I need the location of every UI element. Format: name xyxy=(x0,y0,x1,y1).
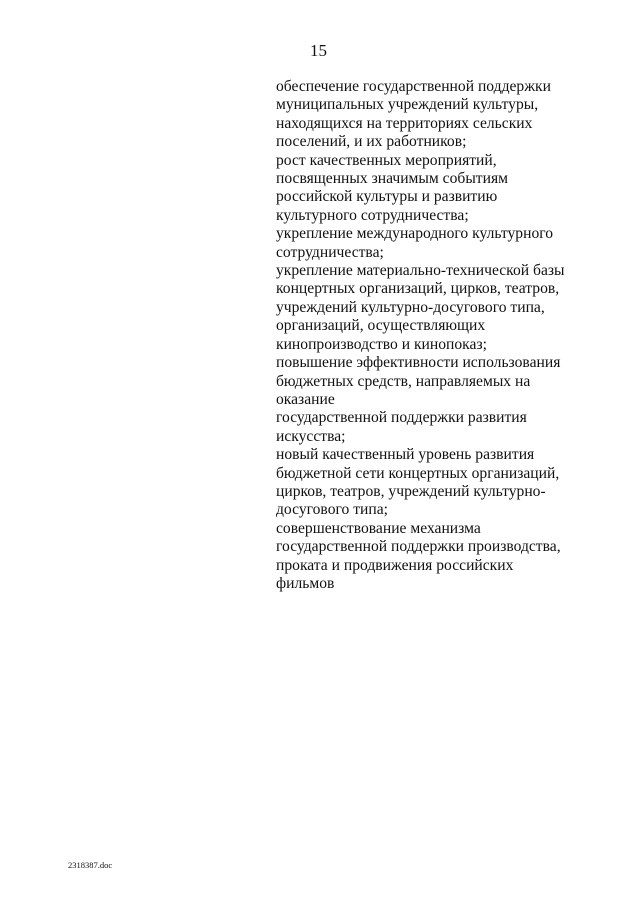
text-line: российской культуры и развитию xyxy=(276,188,498,206)
text-line: совершенствование механизма xyxy=(276,519,481,537)
text-line: бюджетной сети концертных организаций, xyxy=(276,464,560,482)
text-line: находящихся на территориях сельских xyxy=(276,114,533,132)
page-number: 15 xyxy=(310,41,327,60)
text-line: рост качественных мероприятий, xyxy=(276,151,497,169)
text-line: государственной поддержки развития xyxy=(276,409,527,427)
text-line: государственной поддержки производства, xyxy=(276,538,561,556)
text-line: досугового типа; xyxy=(276,501,388,519)
text-line: фильмов xyxy=(276,574,335,592)
text-line: сотрудничества; xyxy=(276,243,384,261)
text-line: учреждений культурно-досугового типа, xyxy=(276,298,545,316)
text-line: оказание xyxy=(276,390,335,408)
text-line: проката и продвижения российских xyxy=(276,556,514,574)
text-line: кинопроизводство и кинопоказ; xyxy=(276,335,487,353)
body-text xyxy=(276,78,626,593)
text-line: искусства; xyxy=(276,427,346,445)
text-line: посвященных значимым событиям xyxy=(276,170,509,188)
text-line: организаций, осуществляющих xyxy=(276,317,486,335)
text-line: повышение эффективности использования xyxy=(276,354,561,372)
text-line: новый качественный уровень развития xyxy=(276,446,535,464)
text-line: укрепление международного культурного xyxy=(276,225,554,243)
footer-document-ref: 2318387.doc xyxy=(68,860,113,870)
text-line: обеспечение государственной поддержки xyxy=(276,78,551,95)
text-line: укрепление материально-технической базы xyxy=(276,262,565,280)
text-line: цирков, театров, учреждений культурно- xyxy=(276,482,546,500)
text-line: бюджетных средств, направляемых на xyxy=(276,372,531,390)
text-line: поселений, и их работников; xyxy=(276,133,467,151)
text-line: концертных организаций, цирков, театров, xyxy=(276,280,560,298)
text-line: культурного сотрудничества; xyxy=(276,206,469,224)
text-line: муниципальных учреждений культуры, xyxy=(276,96,539,114)
